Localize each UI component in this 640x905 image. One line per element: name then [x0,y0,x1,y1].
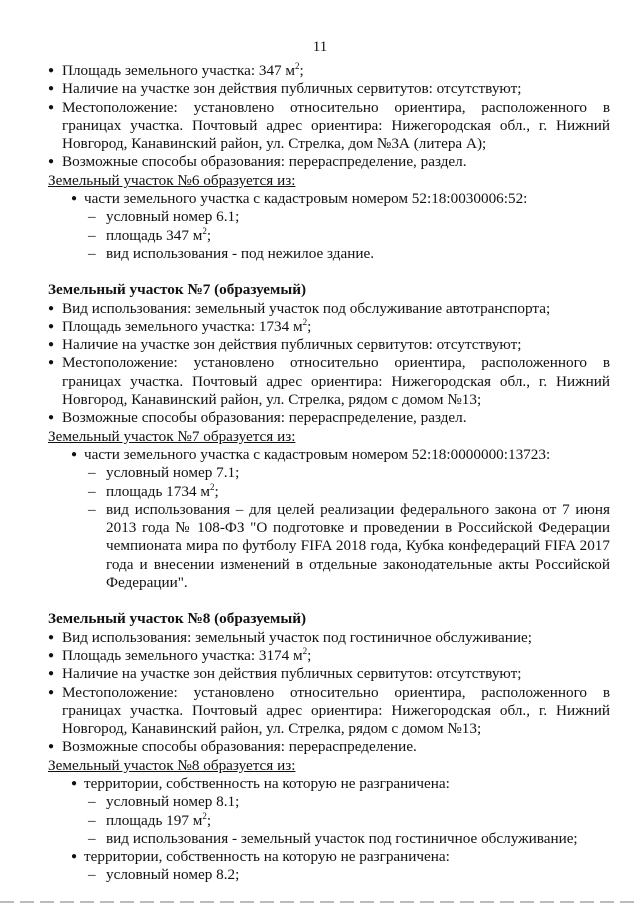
bullet-area: ● Площадь земельного участка: 1734 $м^2$; [48,318,610,336]
page-number: 11 [312,39,328,55]
section-heading-plot7: Земельный участок №7 (образуемый) [48,281,307,299]
scan-edge-line [0,901,640,903]
sub-item-area: – площадь 197 $м^2$; [88,810,212,829]
source-parcel-item: ● части земельного участка с кадастровым номером 52:18:0030006:52: [48,190,610,208]
territory-item: ● территории, собственность на которую не разграничена: [48,775,610,793]
bullet-area: ● Площадь земельного участка: 3174 $м^2$; [48,647,610,665]
formed-from-heading: Земельный участок №8 образуется из: [48,756,296,774]
bullet-servitude: ● Наличие на участке зон действия публичных сервитутов: отсутствуют; [48,665,610,683]
formed-from-heading: Земельный участок №6 образуется из: [48,171,296,189]
sub-item-use: – вид использования - земельный участок под гостиничное обслуживание; [88,829,578,847]
bullet-location: ● Местоположение: установлено относительно ориентира, расположенного в границах участка. Почтовый адрес ориентира: Нижегородская обл., г. Нижний Новгород, Канавинский район, ул. Стрелка, дом №3А (литера А); [48,99,610,154]
sub-item-area: – площадь 347 $м^2$; [88,225,212,244]
sub-item-cond-num: – условный номер 8.2; [88,866,240,884]
page-content [48,62,610,885]
territory-item: ● территории, собственность на которую не разграничена: [48,848,610,866]
bullet-location: ● Местоположение: установлено относительно ориентира, расположенного в границах участка. Почтовый адрес ориентира: Нижегородская обл., г. Нижний Новгород, Канавинский район, ул. Стрелка, рядом с домом №13; [48,684,610,739]
bullet-servitude: ● Наличие на участке зон действия публичных сервитутов: отсутствуют; [48,336,610,354]
sub-item-area: – площадь 1734 $м^2$; [88,481,219,500]
bullet-servitude: ● Наличие на участке зон действия публичных сервитутов: отсутствуют; [48,80,610,98]
bullet-methods: ● Возможные способы образования: перераспределение, раздел. [48,409,610,427]
bullet-use-type: ● Вид использования: земельный участок под обслуживание автотранспорта; [48,300,610,318]
sub-item-cond-num: – условный номер 6.1; [88,208,240,226]
bullet-use-type: ● Вид использования: земельный участок под гостиничное обслуживание; [48,629,610,647]
sub-item-cond-num: – условный номер 7.1; [88,464,240,482]
bullet-location: ● Местоположение: установлено относительно ориентира, расположенного в границах участка. Почтовый адрес ориентира: Нижегородская обл., г. Нижний Новгород, Канавинский район, ул. Стрелка, рядом с домом №13; [48,354,610,409]
bullet-area: ● Площадь земельного участка: 347 $м^2$; [48,62,610,80]
source-parcel-item: ● части земельного участка с кадастровым номером 52:18:0000000:13723: [48,446,610,464]
sub-item-use: – вид использования - под нежилое здание. [88,244,375,262]
bullet-methods: ● Возможные способы образования: перераспределение. [48,738,610,756]
formed-from-heading: Земельный участок №7 образуется из: [48,427,296,445]
bullet-methods: ● Возможные способы образования: перераспределение, раздел. [48,153,610,171]
sub-item-cond-num: – условный номер 8.1; [88,793,240,811]
section-heading-plot8: Земельный участок №8 (образуемый) [48,610,307,628]
sub-item-use: – вид использования – для целей реализации федерального закона от 7 июня 2013 года № 108-ФЗ "О подготовке и проведении в Российской Федерации чемпионата мира по футболу FIFA 2018 года, Кубка конфедераций FIFA 2017 года и внесении изменений в отдельные законодательные акты Российской Федерации". [88,500,610,592]
